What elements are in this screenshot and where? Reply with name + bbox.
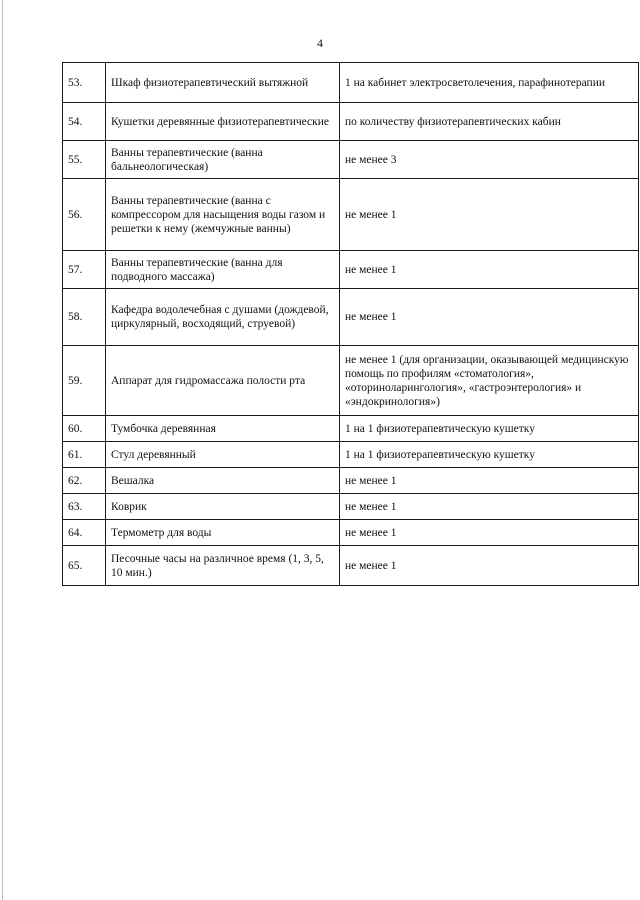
table-row	[63, 141, 639, 179]
row-number: 61.	[63, 442, 106, 468]
equipment-quantity: 1 на 1 физиотерапевтическую кушетку	[340, 442, 639, 468]
row-number: 60.	[63, 416, 106, 442]
equipment-name: Ванны терапевтические (ванна бальнеологическая)	[106, 141, 340, 179]
equipment-name: Термометр для воды	[106, 520, 340, 546]
table-row	[63, 179, 639, 251]
equipment-quantity: не менее 1 (для организации, оказывающей медицинскую помощь по профилям «стоматология», «оториноларингология», «гастроэнтерология» и «эндокринология»)	[340, 346, 639, 416]
row-number: 65.	[63, 546, 106, 586]
equipment-quantity: 1 на 1 физиотерапевтическую кушетку	[340, 416, 639, 442]
row-number: 62.	[63, 468, 106, 494]
equipment-name: Стул деревянный	[106, 442, 340, 468]
equipment-name: Ванны терапевтические (ванна для подводного массажа)	[106, 251, 340, 289]
equipment-quantity: не менее 1	[340, 520, 639, 546]
equipment-quantity: 1 на кабинет электросветолечения, парафинотерапии	[340, 63, 639, 103]
equipment-table	[62, 62, 639, 586]
equipment-name: Ванны терапевтические (ванна с компрессором для насыщения воды газом и решетки к нему (жемчужные ванны)	[106, 179, 340, 251]
table-row	[63, 289, 639, 346]
table-row	[63, 442, 639, 468]
equipment-quantity: не менее 1	[340, 468, 639, 494]
row-number: 57.	[63, 251, 106, 289]
equipment-name: Вешалка	[106, 468, 340, 494]
equipment-name: Тумбочка деревянная	[106, 416, 340, 442]
table-row	[63, 346, 639, 416]
equipment-name: Шкаф физиотерапевтический вытяжной	[106, 63, 340, 103]
table-row	[63, 63, 639, 103]
table-row	[63, 494, 639, 520]
page-number: 4	[317, 36, 323, 50]
row-number: 54.	[63, 103, 106, 141]
row-number: 58.	[63, 289, 106, 346]
table-row	[63, 546, 639, 586]
row-number: 59.	[63, 346, 106, 416]
equipment-name: Песочные часы на различное время (1, 3, 5, 10 мин.)	[106, 546, 340, 586]
equipment-quantity: не менее 3	[340, 141, 639, 179]
equipment-quantity: не менее 1	[340, 179, 639, 251]
equipment-quantity: не менее 1	[340, 251, 639, 289]
equipment-quantity: по количеству физиотерапевтических кабин	[340, 103, 639, 141]
equipment-quantity: не менее 1	[340, 494, 639, 520]
row-number: 55.	[63, 141, 106, 179]
table-row	[63, 416, 639, 442]
equipment-name: Кафедра водолечебная с душами (дождевой, циркулярный, восходящий, струевой)	[106, 289, 340, 346]
table-row	[63, 520, 639, 546]
row-number: 56.	[63, 179, 106, 251]
equipment-name: Коврик	[106, 494, 340, 520]
table-row	[63, 103, 639, 141]
row-number: 64.	[63, 520, 106, 546]
scan-edge-line	[2, 0, 3, 900]
equipment-quantity: не менее 1	[340, 546, 639, 586]
equipment-quantity: не менее 1	[340, 289, 639, 346]
row-number: 63.	[63, 494, 106, 520]
row-number: 53.	[63, 63, 106, 103]
table-row	[63, 251, 639, 289]
table-row	[63, 468, 639, 494]
equipment-name: Кушетки деревянные физиотерапевтические	[106, 103, 340, 141]
equipment-name: Аппарат для гидромассажа полости рта	[106, 346, 340, 416]
